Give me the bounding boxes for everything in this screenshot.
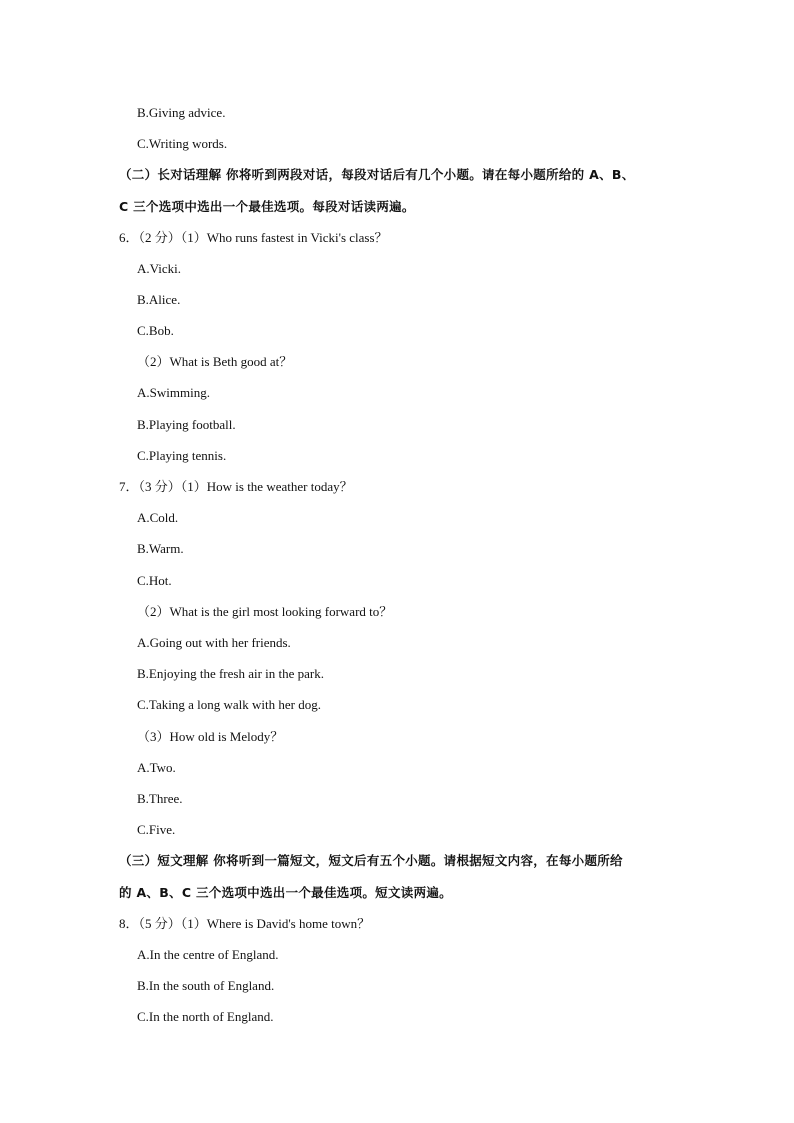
q6-1-option-a: A.Vicki. bbox=[137, 261, 181, 276]
section-heading-passage: （三）短文理解 你将听到一篇短文，短文后有五个小题。请根据短文内容，在每小题所给 bbox=[119, 853, 623, 868]
section-heading-long-dialogue: （二）长对话理解 你将听到两段对话，每段对话后有几个小题。请在每小题所给的 A、B、 bbox=[119, 167, 635, 182]
q7-2-option-c: C.Taking a long walk with her dog. bbox=[137, 697, 321, 712]
question-7-part-2: （2）What is the girl most looking forward to？ bbox=[137, 604, 393, 619]
option-b-giving-advice: B.Giving advice. bbox=[137, 105, 226, 120]
q6-1-option-b: B.Alice. bbox=[137, 292, 181, 307]
q7-1-option-b: B.Warm. bbox=[137, 541, 184, 556]
question-8-part-1: 8．（5 分）（1）Where is David's home town？ bbox=[119, 916, 371, 931]
q6-1-option-c: C.Bob. bbox=[137, 323, 174, 338]
option-c-writing-words: C.Writing words. bbox=[137, 136, 228, 151]
q7-2-option-a: A.Going out with her friends. bbox=[137, 635, 291, 650]
q8-1-option-a: A.In the centre of England. bbox=[137, 947, 279, 962]
question-7-part-3: （3）How old is Melody？ bbox=[137, 729, 284, 744]
q8-1-option-c: C.In the north of England. bbox=[137, 1009, 274, 1024]
q8-1-option-b: B.In the south of England. bbox=[137, 978, 275, 993]
question-6-part-2: （2）What is Beth good at？ bbox=[137, 354, 293, 369]
q7-3-option-c: C.Five. bbox=[137, 822, 176, 837]
q6-2-option-c: C.Playing tennis. bbox=[137, 448, 227, 463]
section-heading-long-dialogue-continued: C 三个选项中选出一个最佳选项。每段对话读两遍。 bbox=[119, 199, 415, 214]
q7-3-option-b: B.Three. bbox=[137, 791, 183, 806]
question-7-part-1: 7．（3 分）（1）How is the weather today？ bbox=[119, 479, 353, 494]
q7-2-option-b: B.Enjoying the fresh air in the park. bbox=[137, 666, 325, 681]
q6-2-option-a: A.Swimming. bbox=[137, 385, 210, 400]
q7-1-option-c: C.Hot. bbox=[137, 573, 172, 588]
q7-3-option-a: A.Two. bbox=[137, 760, 176, 775]
q6-2-option-b: B.Playing football. bbox=[137, 417, 236, 432]
section-heading-passage-continued: 的 A、B、C 三个选项中选出一个最佳选项。短文读两遍。 bbox=[119, 885, 452, 900]
q7-1-option-a: A.Cold. bbox=[137, 510, 179, 525]
question-6-part-1: 6．（2 分）（1）Who runs fastest in Vicki's class？ bbox=[119, 230, 388, 245]
